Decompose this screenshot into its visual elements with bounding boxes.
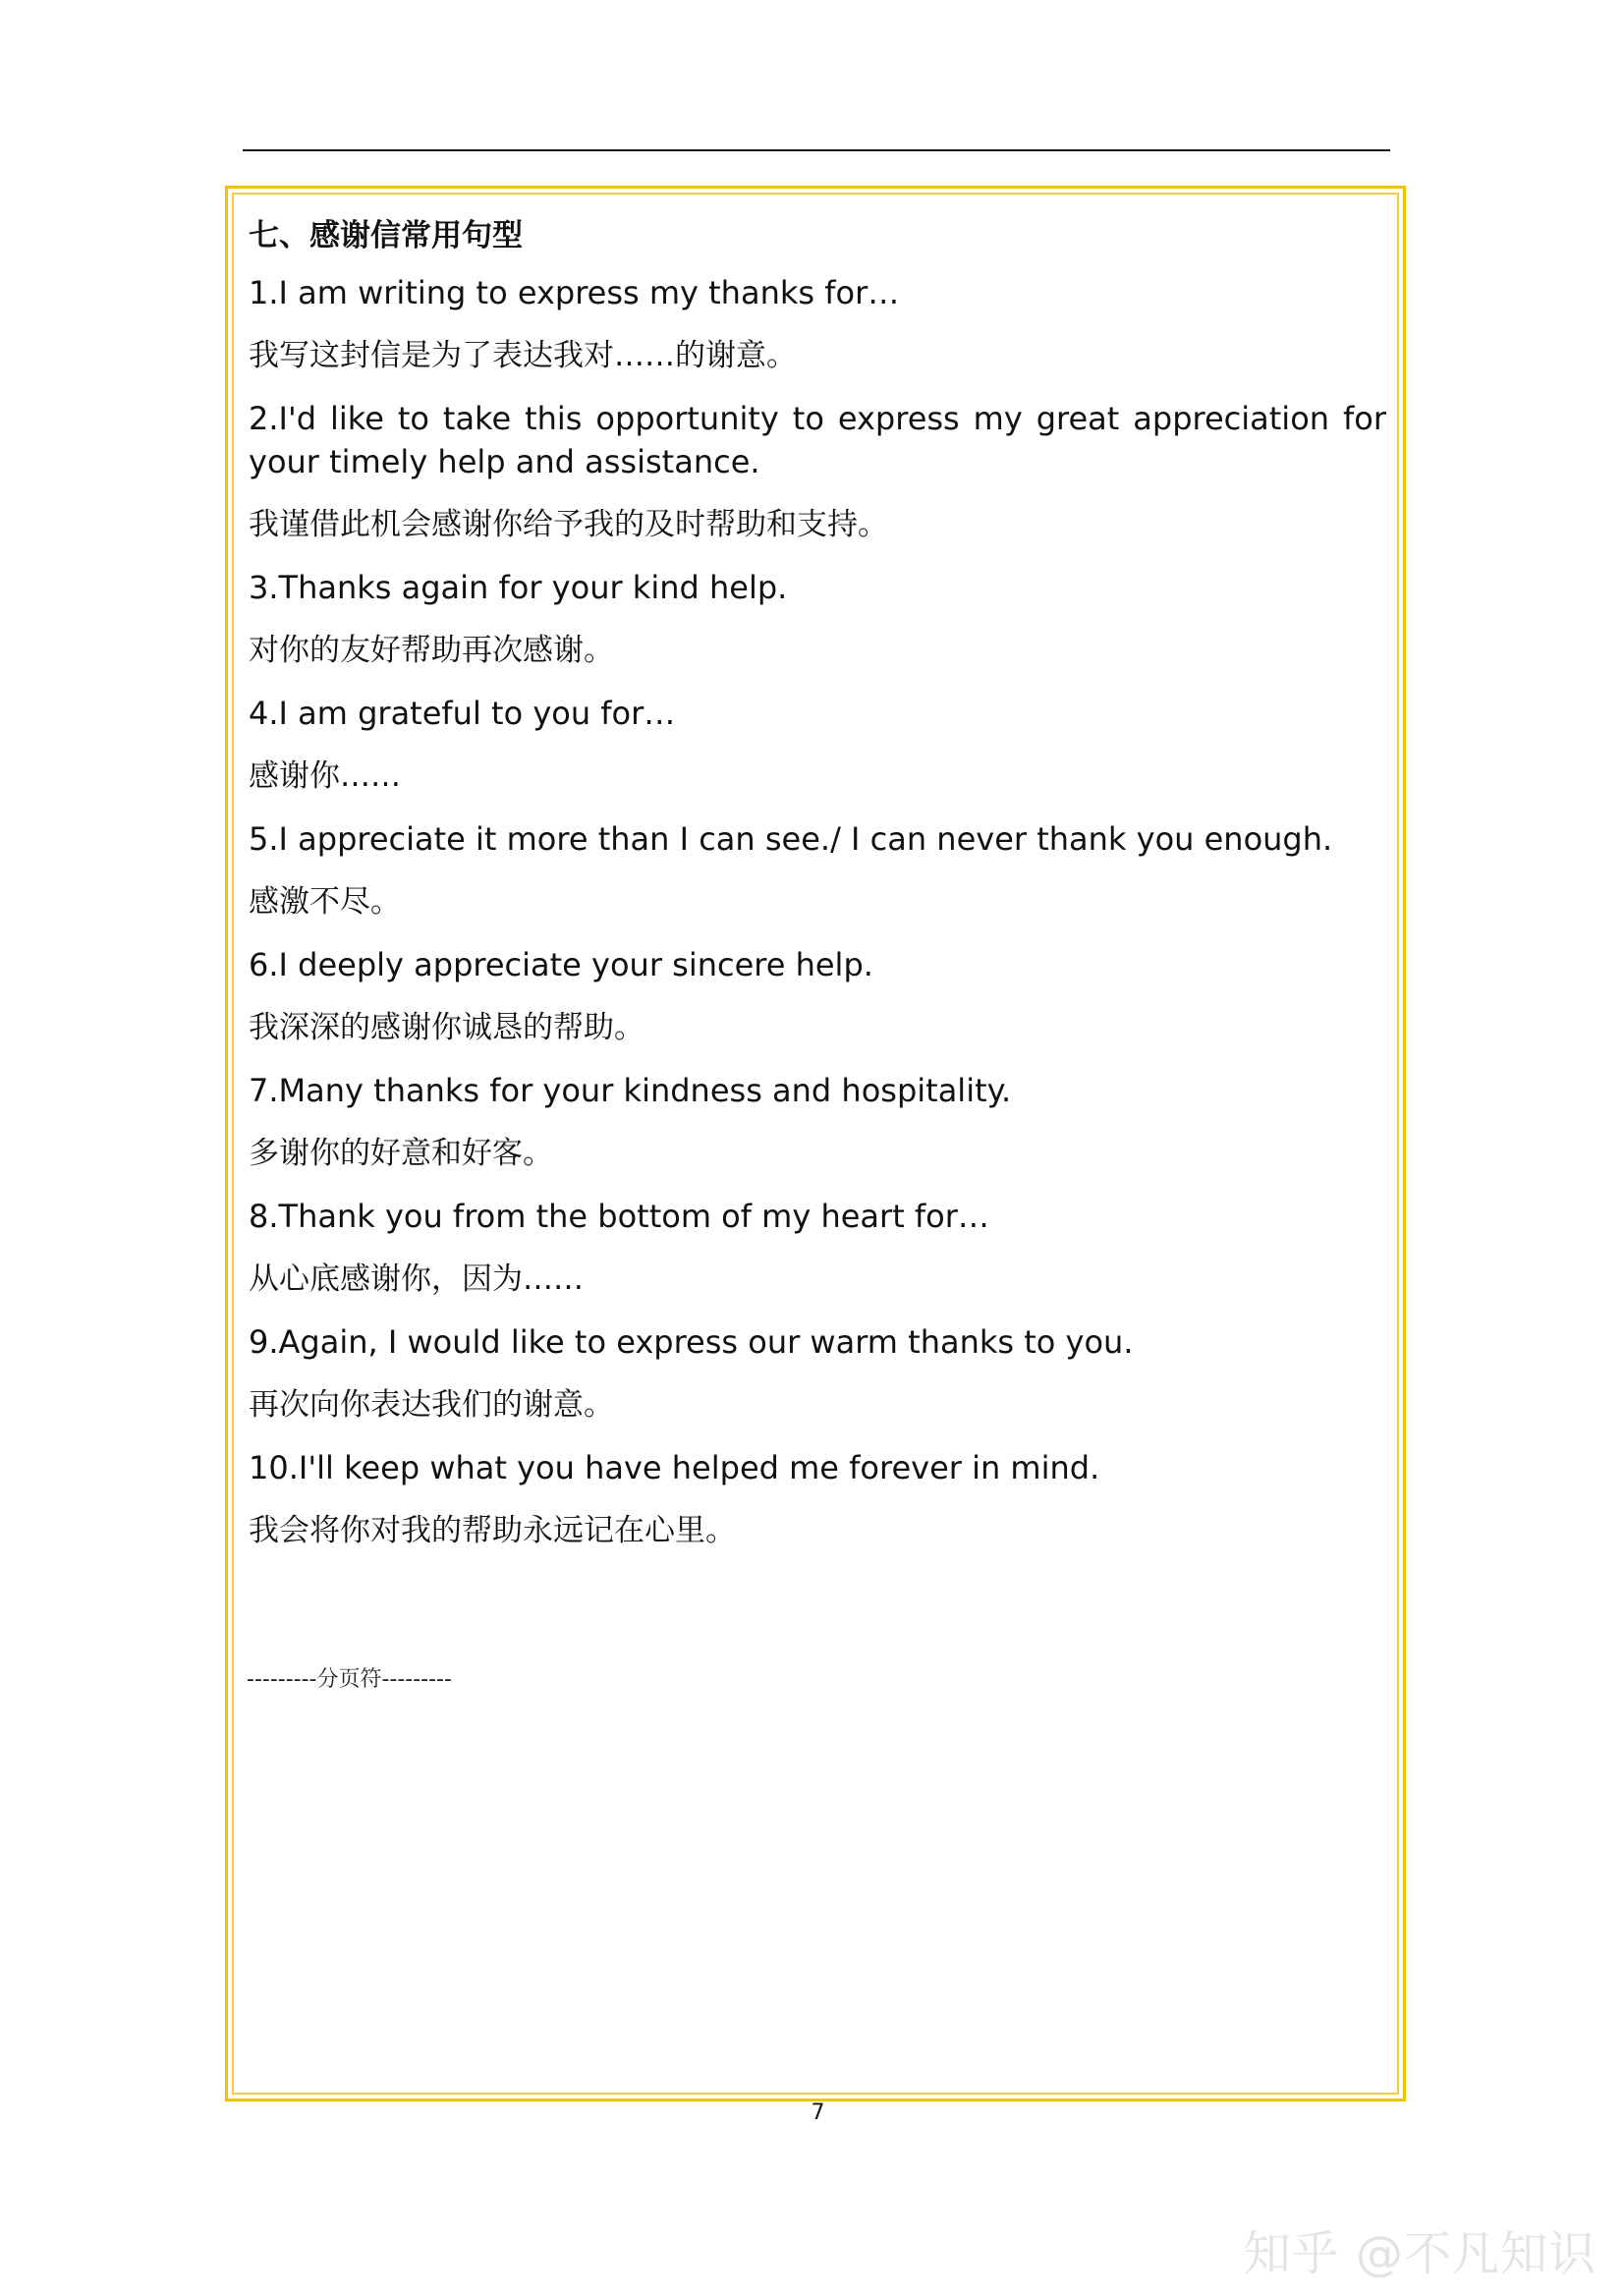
- page-break-marker: ---------分页符---------: [247, 1667, 452, 1692]
- phrase-english-5: 5.I appreciate it more than I can see./ I can never thank you enough.: [249, 820, 1333, 858]
- phrase-chinese-6: 我深深的感谢你诚恳的帮助。: [249, 1010, 644, 1045]
- phrase-english-7: 7.Many thanks for your kindness and hospitality.: [249, 1072, 1012, 1109]
- phrase-chinese-7: 多谢你的好意和好客。: [249, 1136, 553, 1171]
- phrase-chinese-9: 再次向你表达我们的谢意。: [249, 1387, 614, 1423]
- phrase-english-9: 9.Again, I would like to express our warm thanks to you.: [249, 1323, 1134, 1361]
- header-rule: [243, 149, 1390, 151]
- phrase-chinese-2: 我谨借此机会感谢你给予我的及时帮助和支持。: [249, 507, 888, 542]
- page-number: 7: [811, 2100, 825, 2125]
- phrase-english-4: 4.I am grateful to you for…: [249, 695, 676, 732]
- phrase-chinese-3: 对你的友好帮助再次感谢。: [249, 633, 614, 668]
- phrase-chinese-8: 从心底感谢你，因为……: [249, 1261, 584, 1297]
- phrase-chinese-4: 感谢你……: [249, 758, 401, 794]
- phrase-chinese-1: 我写这封信是为了表达我对……的谢意。: [249, 338, 797, 373]
- phrase-english-6: 6.I deeply appreciate your sincere help.: [249, 946, 873, 983]
- phrase-english-8: 8.Thank you from the bottom of my heart for…: [249, 1198, 989, 1235]
- section-title: 七、感谢信常用句型: [249, 218, 523, 253]
- phrase-chinese-5: 感激不尽。: [249, 884, 401, 920]
- phrase-chinese-10: 我会将你对我的帮助永远记在心里。: [249, 1513, 736, 1548]
- document-content: [249, 214, 1386, 1572]
- phrase-english-10: 10.I'll keep what you have helped me forever in mind.: [249, 1449, 1100, 1486]
- phrase-english-2: 2.I'd like to take this opportunity to express my great appreciation for your timely help and assistance.: [249, 400, 1386, 480]
- phrase-english-1: 1.I am writing to express my thanks for…: [249, 274, 900, 311]
- phrase-english-3: 3.Thanks again for your kind help.: [249, 569, 788, 606]
- watermark: 知乎 @不凡知识: [1243, 2226, 1596, 2281]
